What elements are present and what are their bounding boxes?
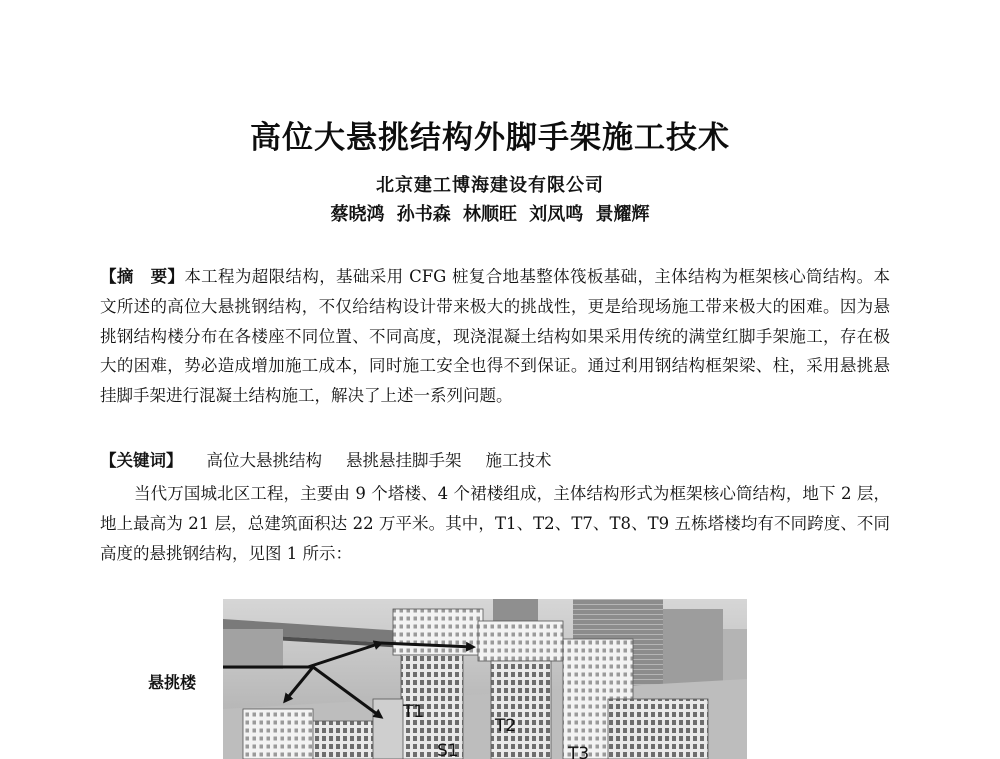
affiliation: 北京建工博海建设有限公司 (376, 175, 604, 196)
building-label-s1: S1 (437, 741, 459, 759)
building-label-t2: T2 (495, 716, 517, 736)
keywords-tag: 【关键词】 (100, 451, 183, 470)
body-paragraph: 当代万国城北区工程，主要由 9 个塔楼、4 个裙楼组成，主体结构形式为框架核心筒结构，地下 2 层，地上最高为 21 层，总建筑面积达 22 万平米。其中，T1、T2、T7、T8、T9 五栋塔楼均有不同跨度、不同高度的悬挑钢结构，见图 1 所示： (100, 484, 890, 563)
keywords-line (100, 446, 890, 476)
abstract-text: 本工程为超限结构，基础采用 CFG 桩复合地基整体筏板基础，主体结构为框架核心筒结构。本文所述的高位大悬挑钢结构，不仅给结构设计带来极大的挑战性，更是给现场施工带来极大的困难。因为悬挑钢结构楼分布在各楼座不同位置、不同高度，现浇混凝土结构如果采用传统的满堂红脚手架施工，存在极大的困难，势必造成增加施工成本，同时施工安全也得不到保证。通过利用钢结构框架梁、柱，采用悬挑悬挂脚手架进行混凝土结构施工，解决了上述一系列问题。 (100, 267, 891, 406)
paper-title: 高位大悬挑结构外脚手架施工技术 (250, 120, 730, 156)
figure-1-photo (223, 599, 747, 759)
abstract-tag: 【摘 要】 (100, 267, 185, 286)
podium-building (313, 721, 383, 759)
author-list: 蔡晓鸿 孙书森 林顺旺 刘凤鸣 景耀辉 (330, 204, 650, 225)
building-label-t1: T1 (403, 702, 425, 722)
podium-building (373, 699, 403, 759)
abstract-paragraph (100, 262, 890, 411)
podium-building (243, 709, 313, 759)
keyword-item: 施工技术 (485, 451, 552, 470)
building-label-t3: T3 (568, 744, 590, 759)
tower-t2 (491, 661, 551, 759)
cantilever-block (478, 621, 563, 661)
keyword-item: 高位大悬挑结构 (206, 451, 322, 470)
keyword-item: 悬挑悬挂脚手架 (346, 451, 462, 470)
figure-callout-label: 悬挑楼 (148, 673, 197, 692)
left-building (223, 629, 283, 669)
podium-building (608, 699, 708, 759)
